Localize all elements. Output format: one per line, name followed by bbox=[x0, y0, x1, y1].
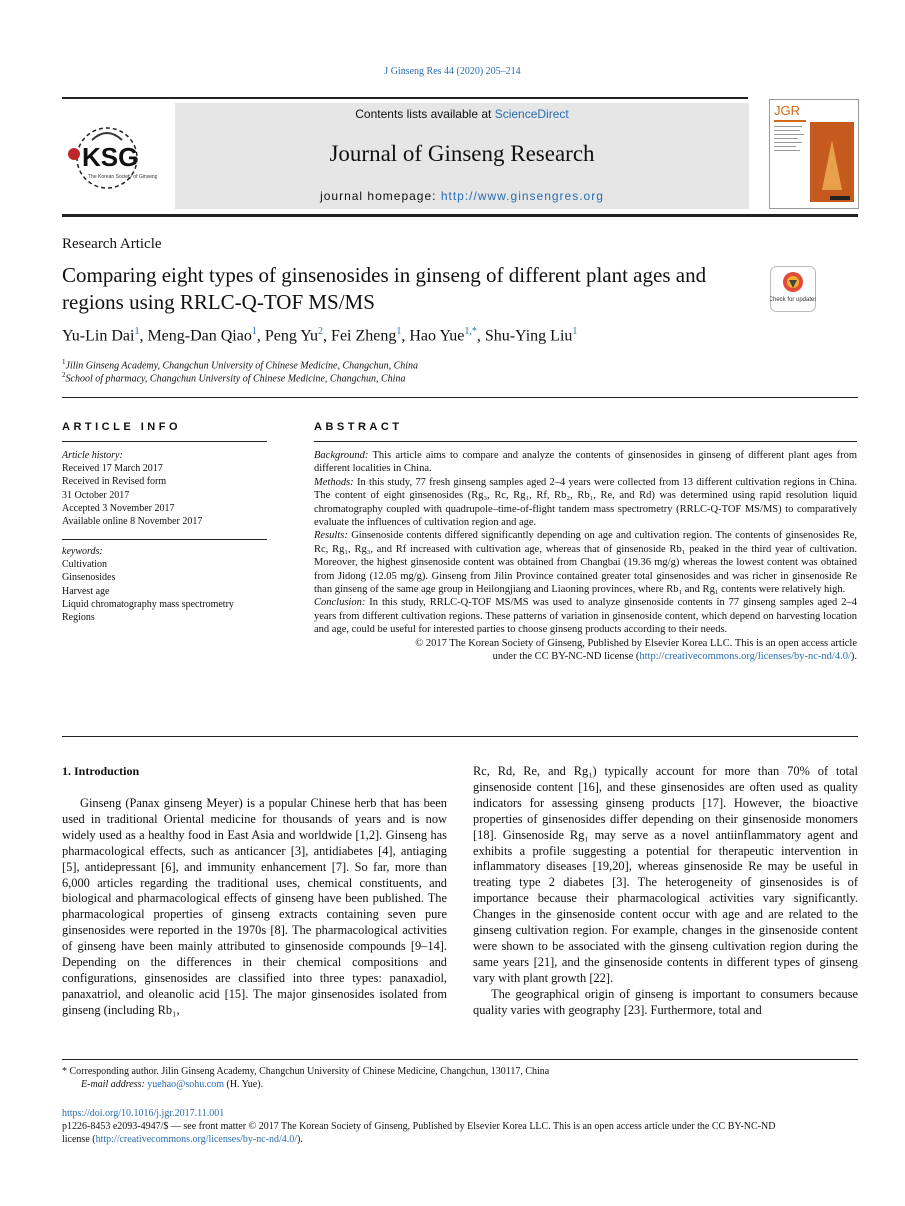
author: Shu-Ying Liu bbox=[484, 327, 573, 345]
abstract-methods: Methods: In this study, 77 fresh ginseng samples aged 2–4 years were collected from 13 different cultivation regions in China. The content of eight ginsenosides (Rg₃, Rc, Rg₁, Rf, Rb₂, Rb₁, Re, and Rd) was determined using rapid resolution liquid chromatography coupled with quadrupole–time-of-flight tandem mass spectrometry (RRLC-Q-TOF MS/MS) to comparatively evaluate the influences of cultivation region and age. bbox=[314, 476, 858, 529]
homepage-line: journal homepage: http://www.ginsengres.org bbox=[320, 189, 604, 203]
paragraph: Rc, Rd, Re, and Rg₁) typically account for more than 70% of total ginsenoside content [16], and these ginsenosides are often used as quality indicators for assessing ginseng products [17]. However, the bioactive properties of ginsenosides differ depending on their ginsenoside monomers [18]. Ginsenoside Rg₁ may serve as a novel antiinflammatory agent and exhibits a profile suggesting a potential for therapeutic intervention in inflammatory diseases [19,20], whereas ginsenoside Re may be useful in treating type 2 diabetes [3]. The heterogeneity of ginsenosides is of importance because their pharmacological activities vary significantly. Changes in the ginsenoside content occur with age and are related to the ginseng cultivation region. For example, changes in the ginsenoside content were shown to be associated with the ginseng cultivation region during the same years [21], and the ginsenoside contents in different types of ginseng vary with plant growth [22]. bbox=[473, 764, 858, 985]
corresponding-author-note: * Corresponding author. Jilin Ginseng Academy, Changchun University of Chinese Medicine, Changchun, 130117, China E-mail address: yuehao@sohu.com (H. Yue). bbox=[62, 1066, 550, 1090]
author-list: Yu-Lin Dai$^1$, Meng-Dan Qiao$^1$, Peng Yu$^2$, Fei Zheng$^1$, Hao Yue$^{1,*}$, Shu-Ying Liu$^1$ bbox=[62, 326, 578, 345]
ksg-logo-text: KSG bbox=[82, 142, 139, 172]
keyword: Harvest age bbox=[62, 585, 110, 597]
keyword: Liquid chromatography mass spectrometry bbox=[62, 598, 234, 610]
author: Peng Yu bbox=[264, 327, 319, 345]
author-email-link[interactable]: yuehao@sohu.com bbox=[147, 1079, 224, 1090]
contents-line: Contents lists available at ScienceDirect bbox=[355, 107, 569, 121]
ksg-logo-subtext: The Korean Society of Ginseng bbox=[88, 174, 157, 180]
check-for-updates-label: Check for updates bbox=[770, 297, 816, 303]
ksg-logo bbox=[62, 118, 157, 198]
journal-banner bbox=[175, 103, 749, 209]
keyword: Ginsenosides bbox=[62, 572, 116, 584]
cc-license-link[interactable]: http://creativecommons.org/licenses/by-nc-nd/4.0/ bbox=[639, 651, 851, 663]
introduction-heading: 1. Introduction bbox=[62, 764, 140, 778]
header-rule-bottom bbox=[62, 214, 858, 217]
article-history: Article history: Received 17 March 2017 Received in Revised form 31 October 2017 Accepted 3 November 2017 Available online 8 November 2017 bbox=[62, 450, 203, 528]
doi-block: https://doi.org/10.1016/j.jgr.2017.11.001 p1226-8453 e2093-4947/$ — see front matter © 2017 The Korean Society of Ginseng, Published by Elsevier Korea LLC. This is an open access article under the CC BY-NC-ND license (http://creativecommons.org/licenses/by-nc-nd/4.0/). bbox=[62, 1107, 858, 1146]
keywords: keywords: Cultivation Ginsenosides Harvest age Liquid chromatography mass spectrometry Regions bbox=[62, 545, 267, 624]
abstract-divider bbox=[314, 441, 857, 442]
section-divider bbox=[62, 397, 858, 398]
author: Hao Yue bbox=[409, 327, 465, 345]
doi-link[interactable]: https://doi.org/10.1016/j.jgr.2017.11.001 bbox=[62, 1108, 225, 1119]
cover-title: JGR bbox=[774, 103, 800, 118]
author: Fei Zheng bbox=[331, 327, 397, 345]
affiliation: $^2$School of pharmacy, Changchun University of Chinese Medicine, Changchun, China bbox=[62, 371, 406, 385]
abstract-heading: ABSTRACT bbox=[314, 421, 403, 433]
info-divider bbox=[62, 539, 267, 540]
paragraph: The geographical origin of ginseng is important to consumers because quality varies with geography [23]. Furthermore, total and bbox=[473, 986, 858, 1017]
abstract-conclusion: Conclusion: In this study, RRLC-Q-TOF MS/MS was used to analyze ginsenoside contents in 77 ginseng samples aged 2–4 years from different cultivation regions. These patterns of variation in ginsenoside content, which depend on harvesting location and age, could be useful for interested parties to choose ginseng products according to their needs. bbox=[314, 597, 858, 636]
abstract-body bbox=[314, 449, 857, 664]
keyword: Cultivation bbox=[62, 559, 107, 571]
journal-cover-thumbnail[interactable] bbox=[769, 99, 859, 209]
header-rule-top bbox=[62, 97, 748, 99]
check-for-updates-badge[interactable] bbox=[770, 266, 816, 312]
section-divider bbox=[62, 736, 858, 737]
article-type: Research Article bbox=[62, 236, 162, 252]
keyword: Regions bbox=[62, 612, 95, 624]
homepage-link[interactable]: http://www.ginsengres.org bbox=[440, 189, 604, 203]
paragraph: Ginseng (Panax ginseng Meyer) is a popular Chinese herb that has been used in traditional Oriental medicine for thousands of years and is now widely used as a healthy food in East Asia and worldwide [1,2]. Ginseng has pharmacological effects, such as anticancer [3], antidiabetes [4], antiaging [5], antidepressant [6], and immunity enhancement [7]. So far, more than 6,000 articles regarding the traditional uses, chemical constituents, and biological and pharmacological effects of ginseng have been published. The pharmacological properties of ginseng extracts containing seven pure ginsenosides were reported in the 1970s [8]. The pharmacological activities of ginseng have been mainly attributed to ginsenoside compounds [9–14]. Depending on the differences in their chemical compositions and configurations, ginsenosides are classified into three types: panaxadiol, panaxatriol, and oleanolic acid [15]. The major ginsenosides isolated from ginseng (including Rb₁, bbox=[62, 796, 447, 1017]
abstract-background: Background: This article aims to compare and analyze the contents of ginsenosides in ginseng of different plant ages from different localities in China. bbox=[314, 450, 857, 475]
sciencedirect-link[interactable]: ScienceDirect bbox=[494, 107, 569, 121]
abstract-copyright: © 2017 The Korean Society of Ginseng, Published by Elsevier Korea LLC. This is an open access article under the CC BY-NC-ND license (http://creativecommons.org/licenses/by-nc-nd/4.0/). bbox=[415, 637, 857, 663]
abstract-results: Results: Ginsenoside contents differed significantly depending on age and cultivation region. The contents of ginsenosides Re, Rc, Rg₁, Rg₃, and Rf increased with cultivation age, whereas that of ginsenoside Rb₁ peaked in the third year of cultivation. Moreover, the highest ginsenoside content was obtained from Changbai (19.36 mg/g) whereas the lowest content was obtained from Jidong (12.05 mg/g). Ginseng from Jilin Province contained greater total ginsenosides and was richer in ginsenoside Re than ginseng of the same age group in Heilongjiang and Liaoning provinces, where Rb₁ and Rg₁ contents were relatively high. bbox=[314, 530, 857, 596]
article-info-heading: ARTICLE INFO bbox=[62, 421, 181, 433]
article-title: Comparing eight types of ginsenosides in ginseng of different plant ages and regions using RRLC-Q-TOF MS/MS bbox=[62, 263, 707, 314]
intro-left-column bbox=[62, 796, 447, 1019]
journal-name: Journal of Ginseng Research bbox=[329, 141, 595, 166]
author: Meng-Dan Qiao bbox=[147, 327, 252, 345]
license-link[interactable]: http://creativecommons.org/licenses/by-nc-nd/4.0/ bbox=[95, 1134, 298, 1145]
intro-right-column bbox=[473, 764, 858, 1019]
author: Yu-Lin Dai bbox=[62, 327, 135, 345]
info-divider bbox=[62, 441, 267, 442]
journal-citation: J Ginseng Res 44 (2020) 205–214 bbox=[384, 66, 521, 77]
footnote-divider bbox=[62, 1059, 858, 1060]
affiliation: $^1$Jilin Ginseng Academy, Changchun University of Chinese Medicine, Changchun, China bbox=[62, 358, 419, 372]
